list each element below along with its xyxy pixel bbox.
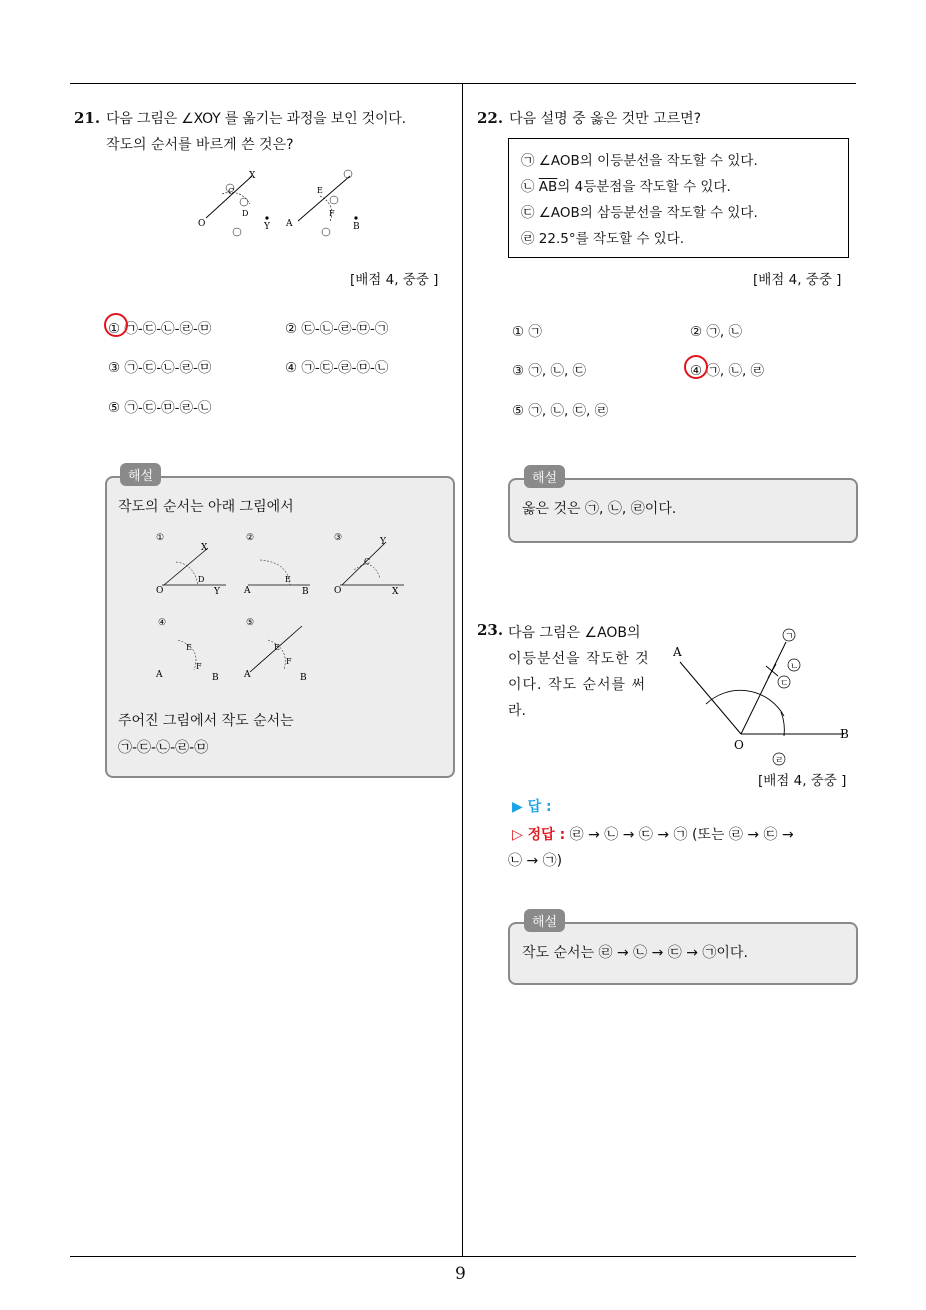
q21-option-5[interactable]: ⑤ ㉠-㉢-㉤-㉣-㉡ <box>108 400 212 416</box>
svg-text:F: F <box>196 662 202 671</box>
q21-solution-figure <box>148 530 424 690</box>
q22-solution-tag: 해설 <box>524 465 565 488</box>
svg-text:B: B <box>840 727 849 741</box>
svg-text:B: B <box>302 587 309 597</box>
svg-text:A: A <box>244 586 251 596</box>
svg-text:④: ④ <box>158 618 167 628</box>
q23-correct-text-cont: ㉡ → ㉠) <box>508 853 563 869</box>
q21-option-4[interactable]: ④ ㉠-㉢-㉣-㉤-㉡ <box>285 360 389 376</box>
svg-text:A: A <box>286 219 293 229</box>
svg-text:F: F <box>286 657 292 666</box>
q22-answer-mark <box>684 355 708 379</box>
q22-option-1[interactable]: ① ㉠ <box>512 324 542 340</box>
svg-text:Y: Y <box>264 222 270 232</box>
q21-meta: [배점 4, 중중 ] <box>350 272 439 288</box>
q22-option-2[interactable]: ② ㉠, ㉡ <box>690 324 742 340</box>
svg-text:E: E <box>274 643 280 652</box>
svg-text:C: C <box>364 557 371 566</box>
q21-solution-line1: 작도의 순서는 아래 그림에서 <box>118 499 294 515</box>
svg-text:C: C <box>228 187 235 196</box>
svg-text:X: X <box>392 587 399 597</box>
svg-text:B: B <box>353 222 360 232</box>
q22-block <box>477 106 701 132</box>
top-rule <box>70 83 856 84</box>
q22-item-4: ㉣ 22.5°를 작도할 수 있다. <box>521 231 685 247</box>
q22-item-3: ㉢ ∠AOB의 삼등분선을 작도할 수 있다. <box>521 205 758 221</box>
q23-correct-answer <box>512 822 794 848</box>
q23-block <box>477 620 503 639</box>
q23-question-line3: 이다. 작도 순서를 써 <box>508 677 646 693</box>
q22-statement-box <box>508 138 849 258</box>
q21-number: 21. <box>74 109 101 127</box>
svg-text:B: B <box>212 673 219 683</box>
q23-meta: [배점 4, 중중 ] <box>758 773 847 789</box>
svg-text:O: O <box>156 586 164 596</box>
q21-question-line1: 다음 그림은 ∠XOY 를 옮기는 과정을 보인 것이다. <box>106 111 406 127</box>
svg-text:ㄴ: ㄴ <box>790 662 799 672</box>
q23-answer-label: ▶ 답 : <box>512 799 552 815</box>
q22-number: 22. <box>477 109 504 127</box>
q22-question: 다음 설명 중 옳은 것만 고르면? <box>509 111 702 127</box>
q22-option-5[interactable]: ⑤ ㉠, ㉡, ㉢, ㉣ <box>512 403 609 419</box>
q21-option-3[interactable]: ③ ㉠-㉢-㉡-㉣-㉤ <box>108 360 212 376</box>
q21-solution-tag: 해설 <box>120 463 161 486</box>
svg-text:D: D <box>198 575 205 584</box>
column-divider <box>462 84 463 1256</box>
q21-answer-mark <box>104 313 128 337</box>
svg-text:O: O <box>198 219 206 229</box>
q22-option-3[interactable]: ③ ㉠, ㉡, ㉢ <box>512 363 587 379</box>
q22-meta: [배점 4, 중중 ] <box>753 272 842 288</box>
q21-question-line2: 작도의 순서를 바르게 쓴 것은? <box>106 137 294 153</box>
svg-text:③: ③ <box>334 533 343 543</box>
svg-text:②: ② <box>246 533 255 543</box>
svg-text:D: D <box>242 209 249 218</box>
svg-text:O: O <box>734 738 744 752</box>
svg-text:X: X <box>201 543 208 553</box>
svg-text:ㄹ: ㄹ <box>775 756 784 766</box>
q23-correct-label: ▷ 정답 : <box>512 827 566 843</box>
svg-text:E: E <box>317 186 323 195</box>
q22-option-4[interactable]: ④ ㉠, ㉡, ㉣ <box>690 363 765 379</box>
q23-number: 23. <box>477 621 504 639</box>
svg-text:F: F <box>329 209 335 218</box>
bottom-rule <box>70 1256 856 1257</box>
svg-text:①: ① <box>156 533 165 543</box>
svg-text:A: A <box>244 670 251 680</box>
svg-text:A: A <box>673 645 682 659</box>
q23-solution-tag: 해설 <box>524 909 565 932</box>
svg-text:O: O <box>334 586 342 596</box>
q21-option-2[interactable]: ② ㉢-㉡-㉣-㉤-㉠ <box>285 321 389 337</box>
svg-text:ㄷ: ㄷ <box>780 679 789 689</box>
q22-solution-text: 옳은 것은 ㉠, ㉡, ㉣이다. <box>522 501 677 517</box>
svg-text:Y: Y <box>380 537 386 547</box>
page-number: 9 <box>455 1264 466 1284</box>
q23-solution-text: 작도 순서는 ㉣ → ㉡ → ㉢ → ㉠이다. <box>522 945 748 961</box>
svg-text:B: B <box>300 673 307 683</box>
q21-block <box>74 106 459 158</box>
q23-correct-text: ㉣ → ㉡ → ㉢ → ㉠ (또는 ㉣ → ㉢ → <box>569 827 794 843</box>
q21-solution-line3: ㉠-㉢-㉡-㉣-㉤ <box>118 740 209 756</box>
svg-text:⑤: ⑤ <box>246 618 255 628</box>
q23-figure <box>666 624 856 770</box>
svg-text:E: E <box>285 575 291 584</box>
q21-solution-line2: 주어진 그림에서 작도 순서는 <box>118 713 294 729</box>
svg-text:E: E <box>186 643 192 652</box>
q22-item-2: ㉡ $\overline{AB}$의 4등분점을 작도할 수 있다. <box>521 179 731 195</box>
svg-text:Y: Y <box>214 587 220 597</box>
q23-question-line2: 이등분선을 작도한 것 <box>508 651 650 667</box>
q21-option-1[interactable]: ① ㉠-㉢-㉡-㉣-㉤ <box>108 321 212 337</box>
q21-figure <box>190 166 370 242</box>
svg-text:ㄱ: ㄱ <box>785 632 794 642</box>
svg-text:A: A <box>156 670 163 680</box>
q22-item-1: ㉠ ∠AOB의 이등분선을 작도할 수 있다. <box>521 153 758 169</box>
q23-question-line1: 다음 그림은 ∠AOB의 <box>508 625 641 641</box>
q23-question-line4: 라. <box>508 703 526 719</box>
svg-text:X: X <box>249 171 256 181</box>
